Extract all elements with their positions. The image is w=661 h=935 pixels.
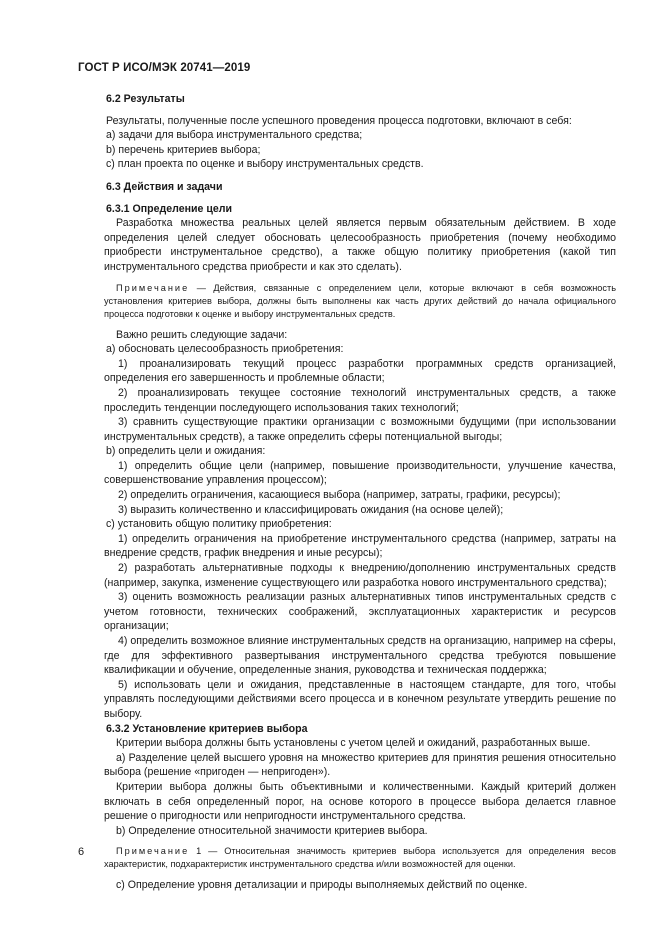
note-2	[104, 845, 616, 871]
section-6-2-intro: Результаты, полученные после успешного проведения процесса подготовки, включают в себя:	[106, 114, 572, 127]
task-c1: 1) определить ограничения на приобретение инструментального средства (например, затраты на внедрение средств, график внедрения и иные ресурсы);	[104, 532, 616, 560]
task-c5: 5) использовать цели и ожидания, представленные в настоящем стандарте, для того, чтобы управлять последующими действиями всего процесса и в конечном результате утвердить решение по выбору.	[104, 678, 616, 720]
note-label: Примечание	[116, 282, 190, 293]
note-text: 1 — Относительная значимость критериев выбора используется для определения весов характеристик, подхарактеристик инструментального средства и/или возможностей для оценки.	[104, 846, 616, 870]
criteria-item-b: b) Определение относительной значимости критериев выбора.	[116, 824, 428, 837]
task-a3: 3) сравнить существующие практики организации с возможными будущими (при использовании инструментальных средств), а также определить сферы потенциальной выгоды;	[104, 416, 616, 443]
task-a1: 1) проанализировать текущий процесс разработки программных средств организацией, определения его завершенность и проблемные области;	[104, 357, 616, 385]
task-c3: 3) оценить возможность реализации разных альтернативных типов инструментальных средств с учетом готовности, технических соображений, эксплуатационных характеристик и ресурсов организации;	[104, 591, 616, 633]
task-a2: 2) проанализировать текущее состояние технологий инструментальных средств, а также проследить тенденции последующего использования таких технологий;	[104, 386, 616, 414]
tasks-intro: Важно решить следующие задачи:	[116, 328, 288, 341]
section-6-3-title: 6.3 Действия и задачи	[106, 180, 223, 193]
task-b1: 1) определить общие цели (например, повышение производительности, улучшение качества, совершенствование управления процессом);	[104, 459, 616, 487]
criteria-paragraph-1: Критерии выбора должны быть установлены с учетом целей и ожиданий, разработанных выше.	[116, 737, 591, 750]
task-a: a) обосновать целесообразность приобретения:	[106, 343, 344, 356]
section-6-3-1-title: 6.3.1 Определение цели	[106, 202, 232, 215]
task-b2: 2) определить ограничения, касающиеся выбора (например, затраты, графики, ресурсы);	[118, 489, 561, 502]
list-item: c) план проекта по оценке и выбору инструментальных средств.	[106, 158, 424, 171]
list-item: b) перечень критериев выбора;	[106, 143, 261, 156]
section-6-3-2-title: 6.3.2 Установление критериев выбора	[106, 722, 308, 735]
task-c4: 4) определить возможное влияние инструментальных средств на организацию, например на сферы, где для эффективного развертывания инструментального средства требуются повышение квалификации и обучение, определенные знания, руководства и техническая поддержка;	[104, 635, 616, 677]
section-6-2-title: 6.2 Результаты	[106, 93, 185, 105]
page-content	[106, 92, 616, 893]
section-6-3-1-paragraph: Разработка множества реальных целей является первым обязательным действием. В ходе определения целей следует обосновать целесообразность приобретения (почему необходимо приобрести инструментальное средство), а также общую политику приобретения (какой тип инструментального средства приобрести и как это сделать).	[104, 217, 616, 273]
page-number: 6	[78, 846, 85, 858]
page-header: ГОСТ Р ИСО/МЭК 20741—2019	[78, 62, 251, 74]
task-c: c) установить общую политику приобретения:	[106, 518, 332, 531]
criteria-item-a: a) Разделение целей высшего уровня на множество критериев для принятия решения относительно выбора (решение «пригоден — непригоден»).	[104, 751, 616, 779]
criteria-paragraph-2: Критерии выбора должны быть объективными и количественными. Каждый критерий должен включать в себя определенный порог, на основе которого в процессе выбора делается главное решение о пригодности или непригодности инструментального средства.	[104, 780, 616, 823]
task-b3: 3) выразить количественно и классифицировать ожидания (на основе целей);	[118, 503, 504, 516]
task-c2: 2) разработать альтернативные подходы к внедрению/дополнению инструментальных средств (например, закупка, изменение существующего или разработка нового инструментального средства);	[104, 562, 616, 589]
note-1	[104, 282, 616, 321]
task-b: b) определить цели и ожидания:	[106, 445, 266, 458]
note-text: — Действия, связанные с определением цели, которые включают в себя возможность установления критериев выбора, должны быть выполнены как часть других действий до начала официального процесса подготовки к оценке и выбору инструментальных средств.	[104, 282, 616, 319]
criteria-item-c: c) Определение уровня детализации и природы выполняемых действий по оценке.	[116, 879, 528, 892]
note-label: Примечание	[116, 846, 190, 857]
list-item: a) задачи для выбора инструментального средства;	[106, 129, 363, 142]
